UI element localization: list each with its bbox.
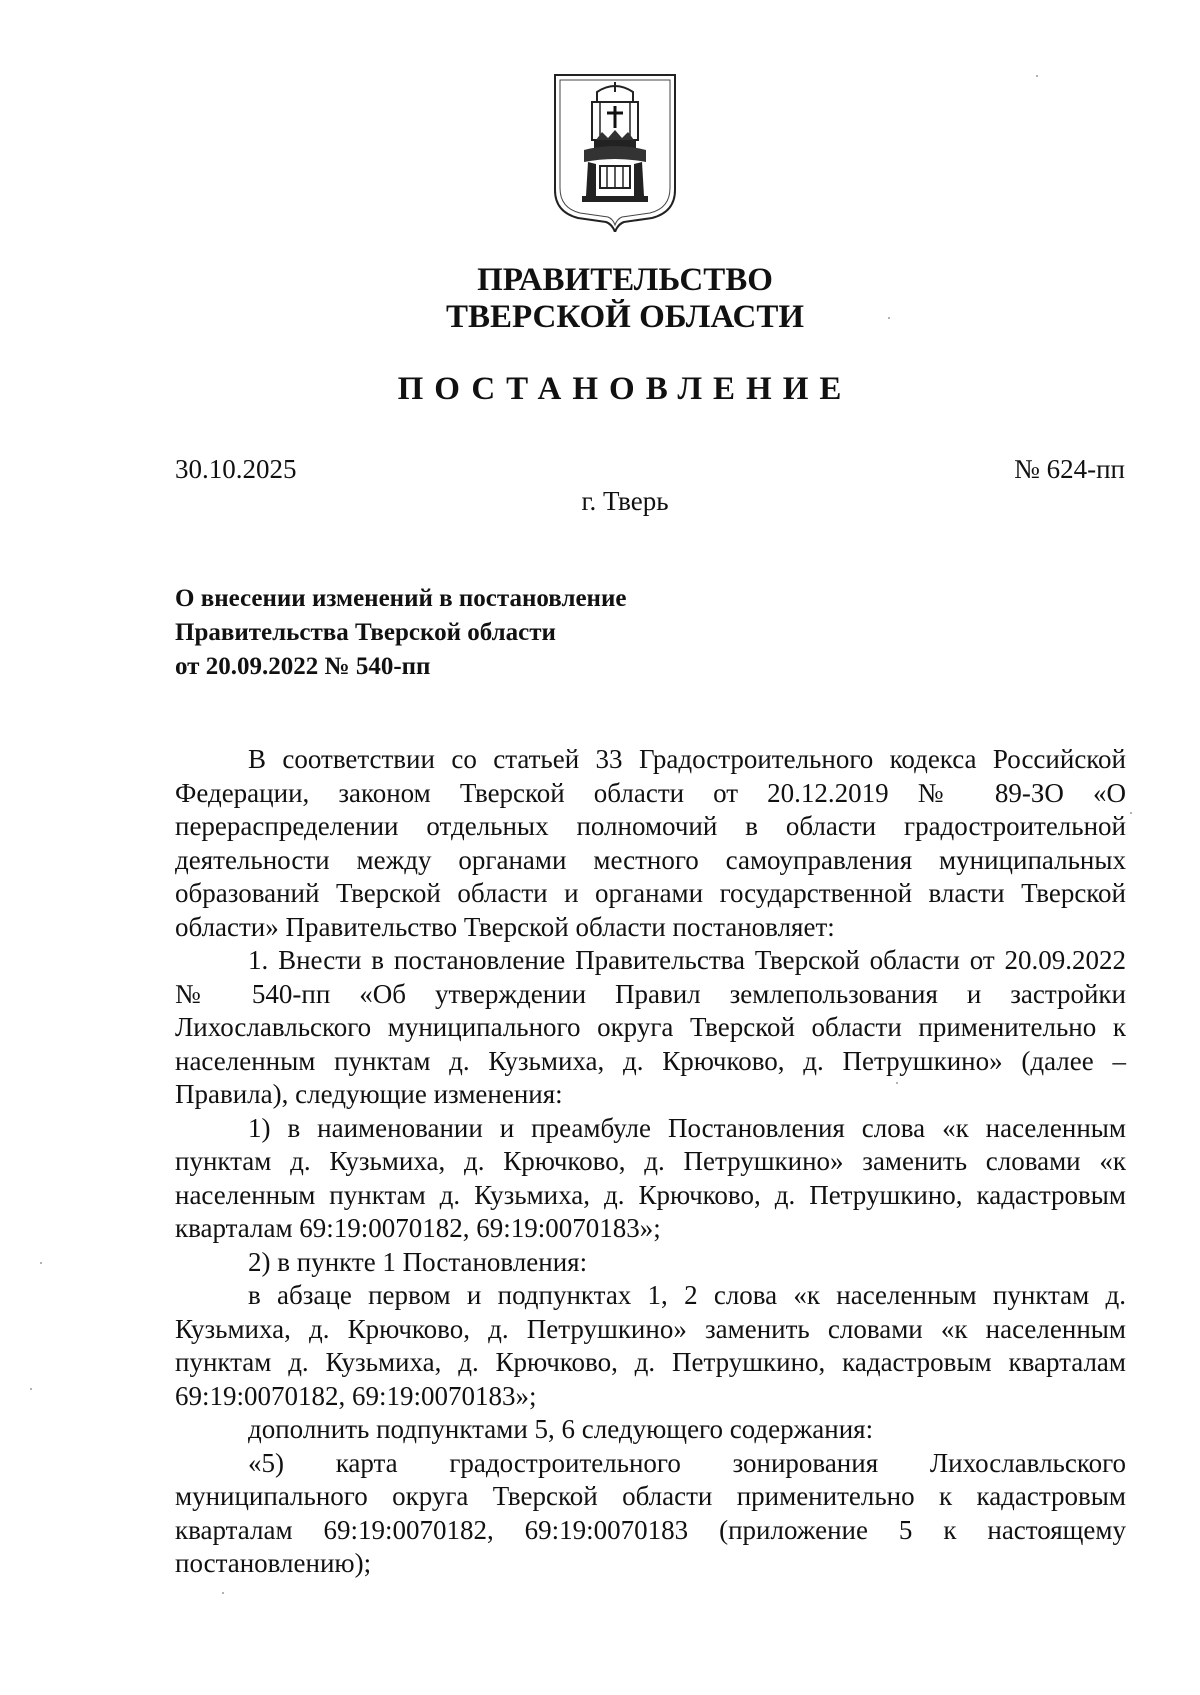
document-type-title: ПОСТАНОВЛЕНИЕ [397,371,853,407]
document-number: № 624-пп [1014,454,1125,484]
scan-speck [1130,812,1132,814]
subject-line: О внесении изменений в постановление [175,585,627,612]
body-paragraph: 1) в наименовании и преамбуле Постановления слова «к населенным пунктам д. Кузьмиха, д. Крючково, д. Петрушкино» заменить словами «к населенным пунктам д. Кузьмиха, д. Крючково, д. Петрушкино, кадастровым кварталам 69:19:0070182, 69:19:0070183»; [175,1112,1126,1243]
document-date: 30.10.2025 [175,454,297,484]
body-paragraph: дополнить подпунктами 5, 6 следующего содержания: [248,1414,874,1444]
scan-speck [30,1388,32,1390]
scan-speck [40,1262,42,1264]
scan-speck [888,317,890,319]
coat-of-arms-icon [552,72,678,232]
body-paragraph: «5) карта градостроительного зонирования Лихославльского муниципального округа Тверской области применительно к кадастровым кварталам 69:19:0070182, 69:19:0070183 (приложение 5 к настоящему постановлению); [175,1447,1126,1578]
document-subject [175,582,626,684]
government-title-line2: ТВЕРСКОЙ ОБЛАСТИ [445,299,805,335]
document-city: г. Тверь [581,486,669,516]
scan-speck [1036,75,1038,77]
scan-speck [222,1592,224,1594]
document-body [175,743,1126,1581]
government-title-line1: ПРАВИТЕЛЬСТВО [477,262,773,298]
preamble-paragraph: В соответствии со статьей 33 Градостроительного кодекса Российской Федерации, законом Тверской области от 20.12.2019 № 89-ЗО «О перераспределении отдельных полномочий в области градостроительной деятельности между органами местного самоуправления муниципальных образований Тверской области и органами государственной власти Тверской области» Правительство Тверской области постановляет: [175,744,1126,942]
body-paragraph: 1. Внести в постановление Правительства Тверской области от 20.09.2022 № 540-пп «Об утверждении Правил землепользования и застройки Лихославльского муниципального округа Тверской области применительно к населенным пунктам д. Кузьмиха, д. Крючково, д. Петрушкино» (далее – Правила), следующие изменения: [175,945,1126,1109]
subject-line: Правительства Тверской области [175,619,556,646]
body-paragraph: в абзаце первом и подпунктах 1, 2 слова «к населенным пунктам д. Кузьмиха, д. Крючково, д. Петрушкино» заменить словами «к населенным пунктам д. Кузьмиха, д. Крючково, д. Петрушкино, кадастровым кварталам 69:19:0070182, 69:19:0070183»; [175,1280,1126,1411]
scan-speck [896,1082,898,1084]
body-paragraph: 2) в пункте 1 Постановления: [248,1246,588,1277]
subject-line: от 20.09.2022 № 540-пп [175,653,431,680]
